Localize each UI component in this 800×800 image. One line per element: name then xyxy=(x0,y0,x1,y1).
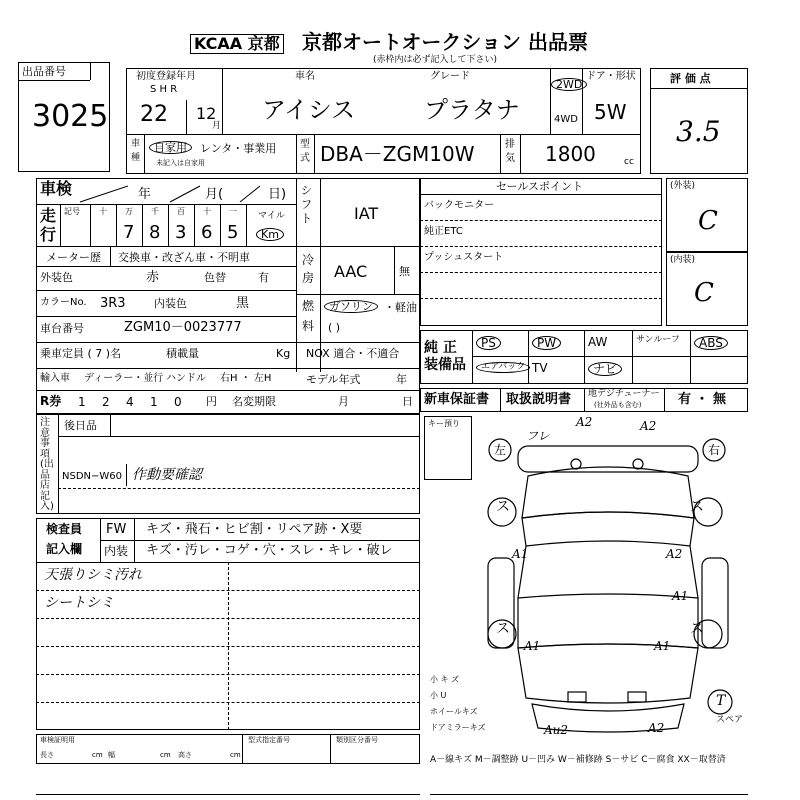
sales-points-title: セールスポイント xyxy=(496,180,584,193)
drive-4wd: 4WD xyxy=(554,114,578,125)
diagram-left: 左 xyxy=(494,443,507,457)
mileage-unit-label: 十 xyxy=(203,207,211,216)
exterior-grade: C xyxy=(698,206,718,236)
damage-mark: A1 xyxy=(654,639,671,653)
spare-mark: T xyxy=(716,693,726,709)
sales-point: プッシュスタート xyxy=(424,252,504,263)
equipment-item: AW xyxy=(588,335,608,349)
door-value: 5W xyxy=(594,100,627,124)
sales-point: 純正ETC xyxy=(424,226,463,237)
mileage-digit: 8 xyxy=(149,222,161,243)
sheet-subtitle: (赤枠内は必ず記入して下さい) xyxy=(373,55,498,65)
recycle-digit: 0 xyxy=(174,395,182,409)
era-options: S H R xyxy=(150,84,178,95)
grade-label: グレード xyxy=(430,71,470,82)
shaken-label: 車検 xyxy=(40,179,73,198)
lot-label: 出品番号 xyxy=(22,65,66,78)
damage-mark: A2 xyxy=(640,419,657,433)
recycle-digit: 1 xyxy=(78,395,86,409)
lot-number: 3025 xyxy=(32,99,109,134)
equipment-item: PW xyxy=(532,336,561,350)
rust-mark: ス xyxy=(690,499,704,515)
damage-mark: フレ xyxy=(526,429,550,443)
warranty-cert: 新車保証書 xyxy=(424,392,490,407)
key-legend-item: ホイールキズ xyxy=(430,707,478,716)
key-legend-item: 小 キ ズ xyxy=(430,675,460,684)
inspector-note: シートシミ xyxy=(44,595,114,611)
mileage-digit: 7 xyxy=(123,222,135,243)
first-reg-month: 12 xyxy=(196,104,217,123)
color-code: 3R3 xyxy=(100,296,126,311)
interior-color: 黒 xyxy=(236,296,250,311)
sheet-title: 京都オートオークション 出品票 xyxy=(302,30,588,54)
first-reg-year: 22 xyxy=(140,102,168,127)
shift-label: シフト xyxy=(299,184,313,226)
fuel-gasoline: ガソリン xyxy=(324,300,378,313)
rating-label: 評 価 点 xyxy=(670,72,711,85)
mileage-digit: 3 xyxy=(175,222,187,243)
rust-mark: ス xyxy=(496,499,510,515)
spare-label: スペア xyxy=(716,715,744,725)
mileage-digit: 5 xyxy=(227,222,239,243)
usage-private: 自家用 xyxy=(149,141,192,154)
interior-grade: C xyxy=(694,278,714,308)
displacement: 1800 xyxy=(545,142,596,166)
notes-handwriting: 作動要確認 xyxy=(132,467,202,483)
equipment-label: 純 正 装備品 xyxy=(424,340,466,373)
door-label: ドア・形状 xyxy=(586,71,636,82)
notes-entry: NSDN−W60 xyxy=(62,471,122,482)
usage-commercial: レンタ・事業用 xyxy=(200,142,277,155)
key-legend-item: ドアミラーキズ xyxy=(430,723,486,732)
first-reg-label: 初度登録年月 xyxy=(136,71,196,82)
ac-value: AAC xyxy=(334,262,368,281)
exterior-color: 赤 xyxy=(146,270,160,285)
meter-options: 交換車・改ざん車・不明車 xyxy=(118,251,250,264)
rust-mark: ス xyxy=(690,621,704,637)
recycle-digit: 1 xyxy=(150,395,158,409)
car-name: アイシス xyxy=(262,96,356,124)
mileage-unit-label: 万 xyxy=(125,207,133,216)
kcaa-logo: KCAA 京都 xyxy=(190,34,284,54)
equipment-item: TV xyxy=(532,361,548,375)
equipment-item: PS xyxy=(476,336,501,350)
car-name-label: 車名 xyxy=(295,71,315,82)
sales-point: バックモニター xyxy=(424,200,494,211)
damage-mark: A2 xyxy=(648,721,665,735)
interior-text: キズ・汚レ・コゲ・穴・スレ・キレ・破レ xyxy=(146,543,393,558)
mileage-unit-label: 一 xyxy=(229,207,237,216)
fw-text: キズ・飛石・ヒビ割・リペア跡・X要 xyxy=(146,522,363,537)
recycle-digit: 2 xyxy=(102,395,110,409)
inspector-note: 天張りシミ汚れ xyxy=(44,567,142,583)
mileage-unit-label: 百 xyxy=(177,207,185,216)
equipment-item: ナビ xyxy=(588,362,622,376)
km-unit: Km xyxy=(256,228,284,241)
equipment-item: サンルーフ xyxy=(636,335,680,345)
rating-value: 3.5 xyxy=(676,115,721,148)
damage-mark: A1 xyxy=(672,589,689,603)
damage-legend: A－線キズ M－調整跡 U－凹み W－補修跡 S－サビ C－腐食 XX－取替済 xyxy=(430,755,726,765)
equipment-item: エアバック xyxy=(476,362,530,373)
drive-2wd: 2WD xyxy=(551,78,587,91)
mileage-digit: 6 xyxy=(201,222,213,243)
key-legend-item: 小 U xyxy=(430,691,447,700)
car-diagram xyxy=(458,415,748,748)
grade-value: プラタナ xyxy=(424,96,520,124)
mileage-unit-label: 十 xyxy=(99,207,107,216)
manual: 取扱説明書 xyxy=(506,392,572,407)
mileage-unit-label: 千 xyxy=(151,207,159,216)
rust-mark: ス xyxy=(496,621,510,637)
shift-value: IAT xyxy=(354,204,379,223)
notes-side-label: 注意事項(出品店記入) xyxy=(40,417,54,512)
model-code: DBA－ZGM10W xyxy=(320,142,475,166)
damage-mark: A1 xyxy=(524,639,541,653)
damage-mark: A1 xyxy=(512,547,529,561)
recycle-digit: 4 xyxy=(126,395,134,409)
equipment-item: ABS xyxy=(694,336,728,350)
damage-mark: Au2 xyxy=(544,723,569,737)
chassis-number: ZGM10－0023777 xyxy=(124,320,242,335)
damage-mark: A2 xyxy=(666,547,683,561)
diagram-right: 右 xyxy=(708,443,721,457)
damage-mark: A2 xyxy=(576,415,593,429)
